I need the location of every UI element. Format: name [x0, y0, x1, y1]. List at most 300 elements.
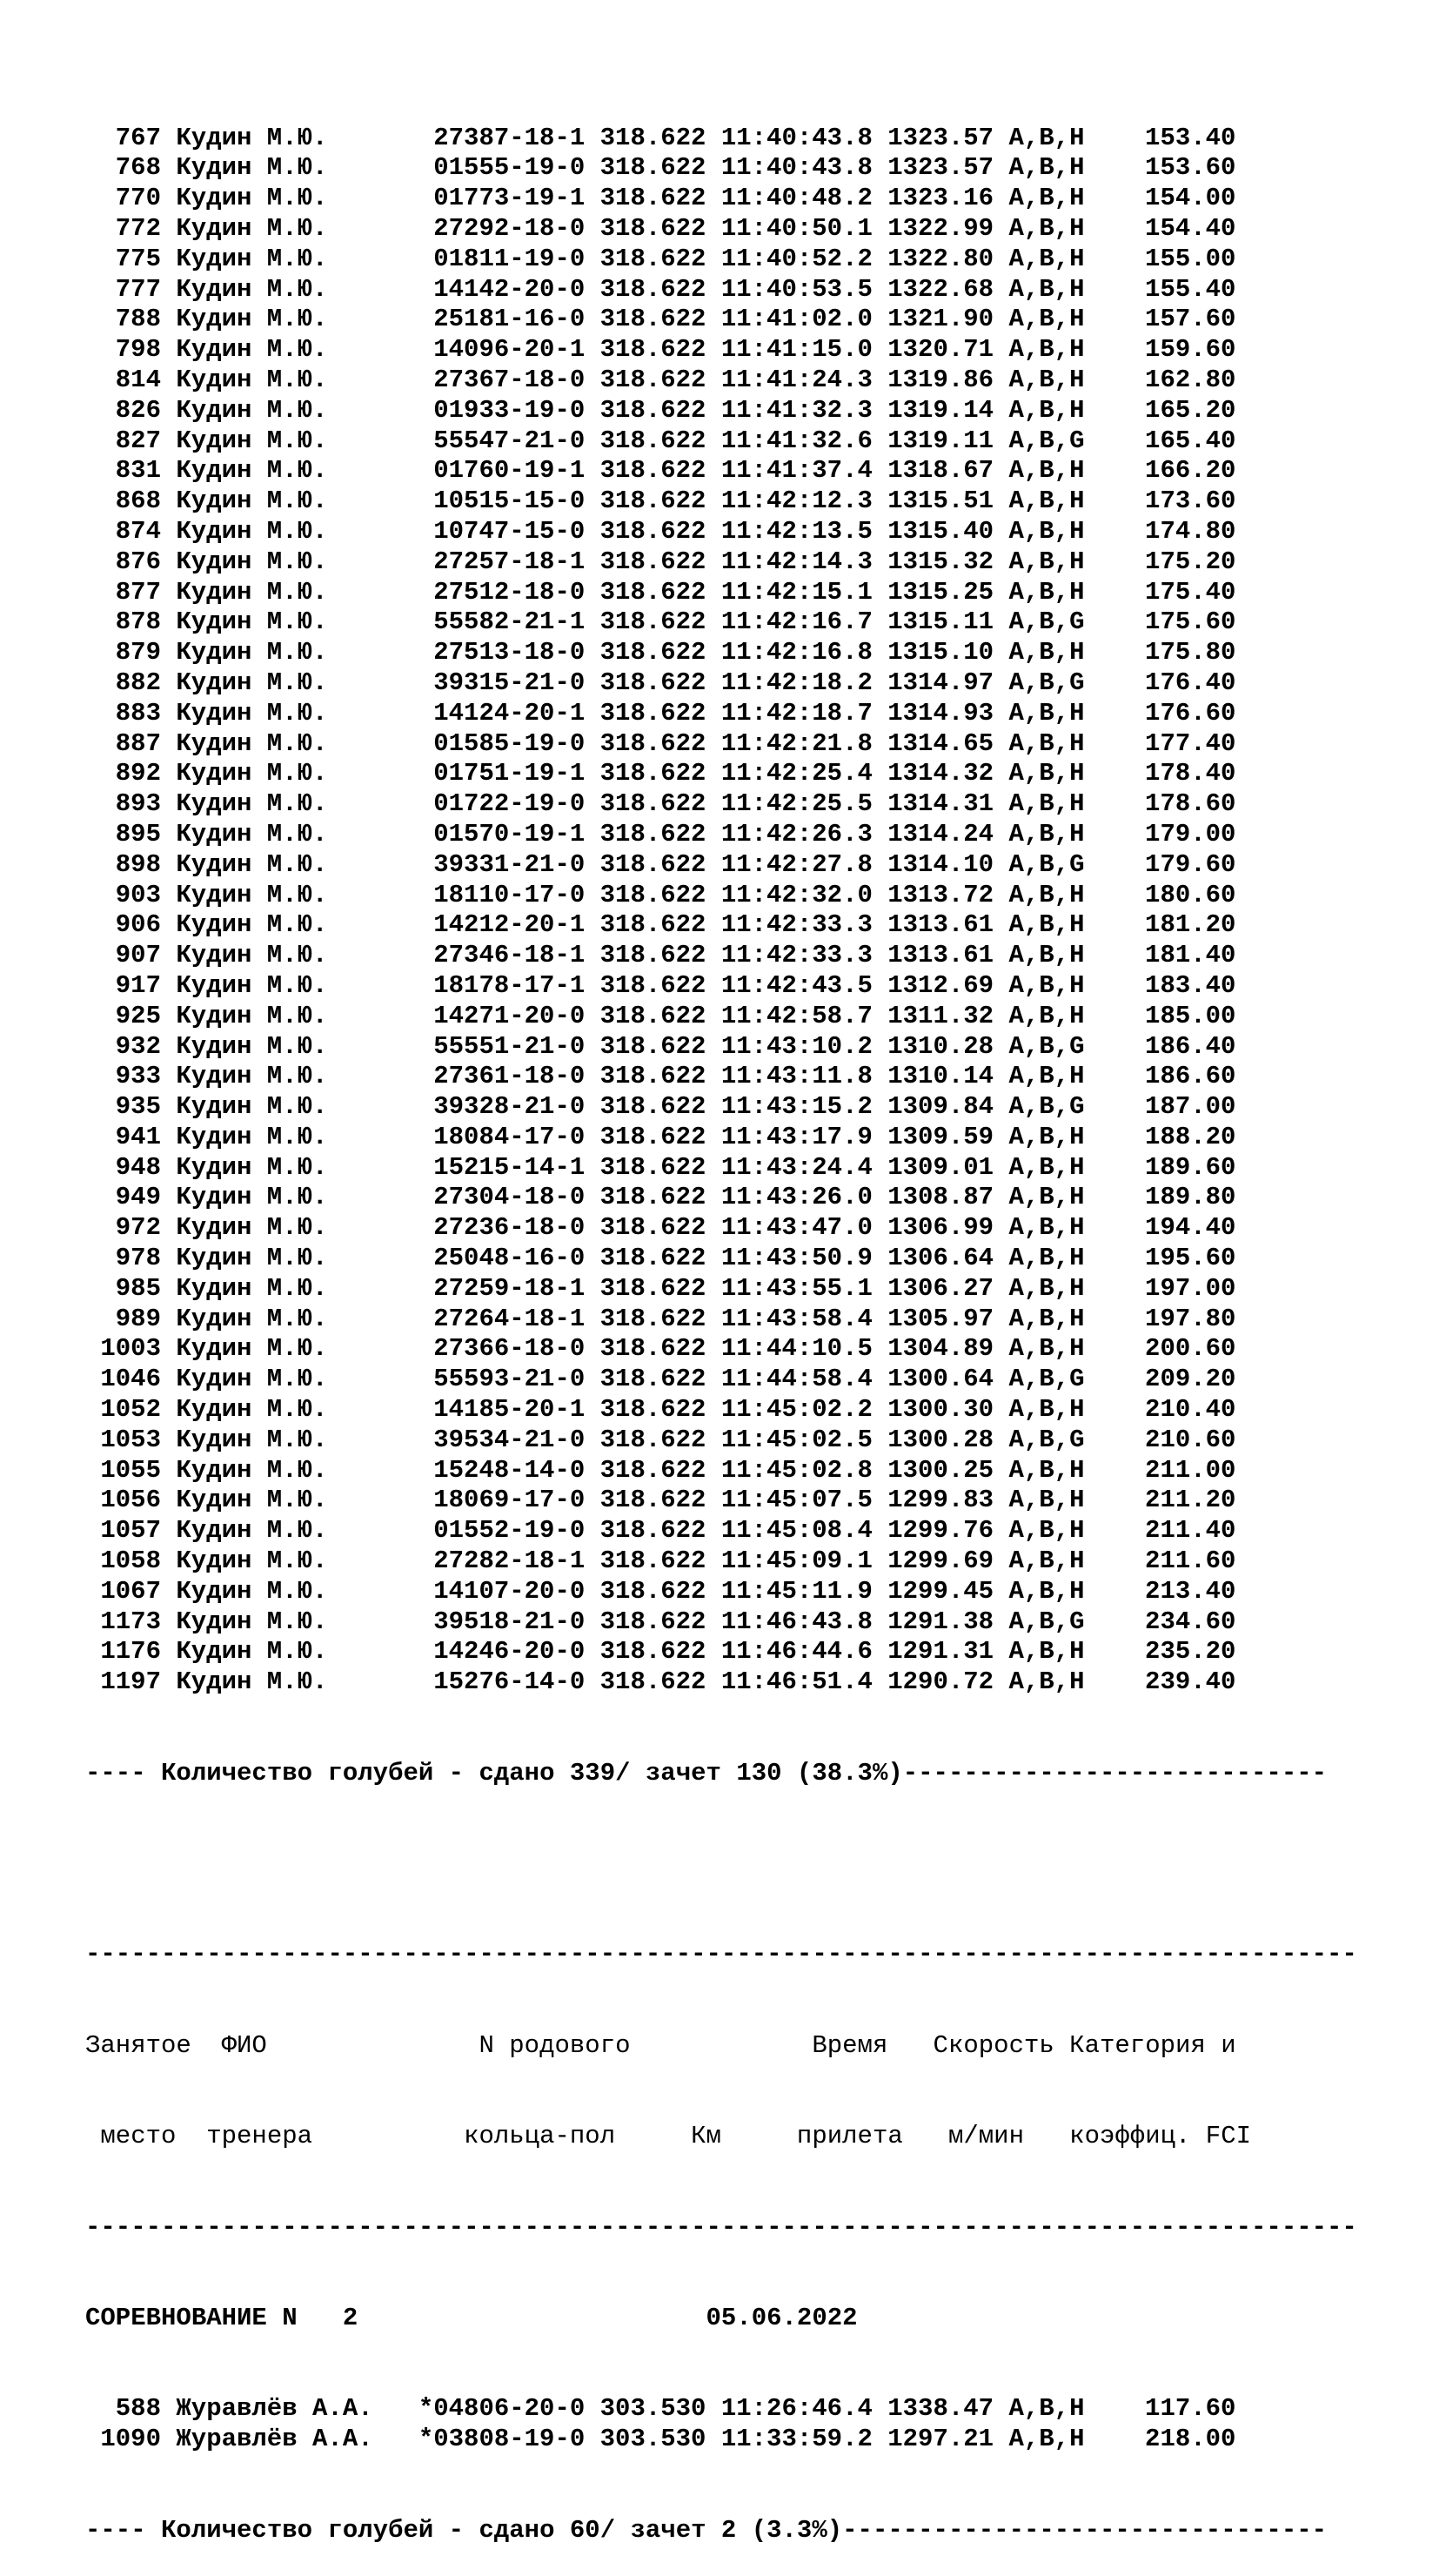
cell-ring: 18178-17-1: [433, 970, 586, 1000]
cell-ring: 01811-19-0: [433, 244, 586, 273]
cell-km: 318.622: [599, 1244, 706, 1273]
cell-speed: 1306.27: [887, 1273, 994, 1303]
cell-place: 935: [115, 1092, 161, 1122]
cell-name: Кудин М.Ю.: [176, 1304, 328, 1333]
cell-km: 318.622: [599, 1546, 706, 1576]
cell-ring: 27361-18-0: [433, 1062, 586, 1091]
cell-coef: 166.20: [1145, 456, 1236, 486]
cell-time: 11:43:24.4: [720, 1152, 873, 1182]
cell-name: Кудин М.Ю.: [176, 426, 328, 455]
cell-place: 917: [115, 970, 161, 1000]
cell-ring: 27292-18-0: [433, 213, 586, 243]
cell-ring: 04806-20-0: [433, 2394, 586, 2424]
cell-time: 11:44:58.4: [720, 1365, 873, 1394]
cell-place: 775: [115, 244, 161, 273]
table-row: [85, 789, 1357, 820]
cell-name: Кудин М.Ю.: [176, 698, 328, 728]
table-row: [85, 1637, 1357, 1667]
cell-coef: 157.60: [1145, 305, 1236, 334]
cell-km: 318.622: [599, 1576, 706, 1606]
table-row: [85, 729, 1357, 760]
cell-km: 318.622: [599, 970, 706, 1000]
cell-speed: 1313.61: [887, 941, 994, 970]
table-header-line2: место тренера кольца-пол Км прилета м/мин коэффиц. FCI: [85, 2122, 1252, 2151]
cell-place: 948: [115, 1152, 161, 1182]
table-row: [85, 1486, 1357, 1516]
table-row: [85, 607, 1357, 638]
cell-place: 895: [115, 819, 161, 849]
cell-speed: 1300.25: [887, 1455, 994, 1485]
cell-place: 1056: [100, 1486, 161, 1515]
cell-category: A,B,H: [1008, 1304, 1085, 1333]
table-row: [85, 214, 1357, 245]
cell-ring: 27282-18-1: [433, 1546, 586, 1576]
cell-speed: 1323.57: [887, 123, 994, 152]
cell-ring: 15276-14-0: [433, 1667, 586, 1697]
cell-name: Кудин М.Ю.: [176, 1667, 328, 1697]
cell-category: A,B,H: [1008, 1122, 1085, 1151]
cell-ring: 18084-17-0: [433, 1122, 586, 1151]
cell-speed: 1299.83: [887, 1486, 994, 1515]
cell-km: 318.622: [599, 1183, 706, 1212]
cell-place: 876: [115, 547, 161, 576]
cell-place: 887: [115, 728, 161, 758]
cell-time: 11:43:50.9: [720, 1244, 873, 1273]
cell-speed: 1319.86: [887, 365, 994, 394]
cell-coef: 209.20: [1145, 1365, 1236, 1394]
cell-km: 318.622: [599, 1001, 706, 1030]
cell-category: A,B,H: [1008, 941, 1085, 970]
cell-speed: 1315.40: [887, 516, 994, 546]
cell-coef: 239.40: [1145, 1667, 1236, 1697]
cell-time: 11:43:55.1: [720, 1273, 873, 1303]
cell-km: 318.622: [599, 638, 706, 667]
cell-coef: 194.40: [1145, 1213, 1236, 1243]
cell-category: A,B,H: [1008, 365, 1085, 394]
cell-coef: 211.60: [1145, 1546, 1236, 1576]
cell-coef: 210.40: [1145, 1395, 1236, 1425]
cell-km: 318.622: [599, 819, 706, 849]
cell-coef: 154.00: [1145, 184, 1236, 213]
cell-place: 985: [115, 1273, 161, 1303]
cell-km: 318.622: [599, 607, 706, 637]
cell-time: 11:45:09.1: [720, 1546, 873, 1576]
cell-coef: 179.00: [1145, 819, 1236, 849]
cell-category: A,B,H: [1008, 638, 1085, 667]
cell-place: 893: [115, 789, 161, 819]
cell-category: A,B,H: [1008, 789, 1085, 819]
cell-ring: 55593-21-0: [433, 1365, 586, 1394]
cell-time: 11:26:46.4: [720, 2394, 873, 2424]
cell-name: Кудин М.Ю.: [176, 819, 328, 849]
cell-coef: 235.20: [1145, 1637, 1236, 1667]
results-document: [85, 63, 1357, 2576]
cell-speed: 1291.31: [887, 1637, 994, 1667]
table-row: [85, 305, 1357, 335]
cell-place: 933: [115, 1062, 161, 1091]
cell-name: Кудин М.Ю.: [176, 335, 328, 365]
cell-ring: 55547-21-0: [433, 426, 586, 455]
cell-time: 11:40:53.5: [720, 274, 873, 304]
cell-speed: 1319.14: [887, 395, 994, 425]
cell-category: A,B,H: [1008, 970, 1085, 1000]
table-row: [85, 1002, 1357, 1032]
cell-ring: 25048-16-0: [433, 1244, 586, 1273]
cell-category: A,B,H: [1008, 213, 1085, 243]
cell-ring: 14212-20-1: [433, 910, 586, 940]
table-row: [85, 1667, 1357, 1698]
cell-km: 318.622: [599, 728, 706, 758]
cell-coef: 177.40: [1145, 728, 1236, 758]
cell-ring: 14185-20-1: [433, 1395, 586, 1425]
header-separator-bottom: ------------------------------------------------------------------------------------: [85, 2212, 1357, 2242]
cell-name: Кудин М.Ю.: [176, 365, 328, 394]
cell-ring: 39518-21-0: [433, 1607, 586, 1636]
cell-coef: 188.20: [1145, 1122, 1236, 1151]
table-row: [85, 1334, 1357, 1365]
cell-category: A,B,H: [1008, 2394, 1085, 2424]
cell-category: A,B,H: [1008, 1667, 1085, 1697]
cell-ring: 27236-18-0: [433, 1213, 586, 1243]
cell-category: A,B,H: [1008, 1213, 1085, 1243]
section1-summary: ---- Количество голубей - сдано 339/ зачет 130 (38.3%)----------------------------: [85, 1758, 1328, 1788]
cell-time: 11:43:10.2: [720, 1031, 873, 1061]
cell-ring: 27366-18-0: [433, 1334, 586, 1364]
cell-speed: 1322.68: [887, 274, 994, 304]
header-separator-top: ------------------------------------------------------------------------------------: [85, 1940, 1357, 1969]
cell-category: A,B,H: [1008, 244, 1085, 273]
cell-category: A,B,H: [1008, 577, 1085, 607]
cell-place: 1053: [100, 1425, 161, 1454]
cell-coef: 181.40: [1145, 941, 1236, 970]
cell-km: 318.622: [599, 426, 706, 455]
table-row: [85, 1062, 1357, 1092]
table-row: [85, 1456, 1357, 1486]
cell-category: A,B,H: [1008, 456, 1085, 486]
cell-km: 318.622: [599, 244, 706, 273]
cell-coef: 210.60: [1145, 1425, 1236, 1454]
cell-ring: 14246-20-0: [433, 1637, 586, 1667]
cell-ring: 01570-19-1: [433, 819, 586, 849]
table-row: [85, 456, 1357, 486]
cell-km: 318.622: [599, 335, 706, 365]
cell-coef: 154.40: [1145, 213, 1236, 243]
table-row: [85, 486, 1357, 517]
cell-name: Кудин М.Ю.: [176, 1152, 328, 1182]
cell-speed: 1304.89: [887, 1334, 994, 1364]
cell-ring: 03808-19-0: [433, 2425, 586, 2454]
cell-km: 318.622: [599, 547, 706, 576]
table-row: [85, 396, 1357, 426]
table-row: [85, 2394, 1357, 2425]
cell-ring: 39315-21-0: [433, 667, 586, 697]
table-row: [85, 547, 1357, 578]
cell-place: 827: [115, 426, 161, 455]
cell-category: A,B,H: [1008, 880, 1085, 909]
cell-category: A,B,H: [1008, 1152, 1085, 1182]
cell-speed: 1315.10: [887, 638, 994, 667]
cell-km: 318.622: [599, 1304, 706, 1333]
cell-coef: 153.60: [1145, 153, 1236, 183]
cell-coef: 211.40: [1145, 1516, 1236, 1546]
cell-time: 11:42:33.3: [720, 910, 873, 940]
cell-time: 11:45:07.5: [720, 1486, 873, 1515]
table-row: [85, 1305, 1357, 1335]
cell-time: 11:45:08.4: [720, 1516, 873, 1546]
cell-name: Кудин М.Ю.: [176, 941, 328, 970]
cell-category: A,B,H: [1008, 1486, 1085, 1515]
cell-category: A,B,H: [1008, 1395, 1085, 1425]
cell-speed: 1313.72: [887, 880, 994, 909]
cell-ring: 27387-18-1: [433, 123, 586, 152]
cell-time: 11:42:21.8: [720, 728, 873, 758]
cell-category: A,B,H: [1008, 759, 1085, 788]
cell-speed: 1312.69: [887, 970, 994, 1000]
cell-place: 1067: [100, 1576, 161, 1606]
cell-category: A,B,H: [1008, 547, 1085, 576]
table-row: [85, 1365, 1357, 1395]
cell-ring: 39534-21-0: [433, 1425, 586, 1454]
cell-speed: 1309.01: [887, 1152, 994, 1182]
cell-category: A,B,H: [1008, 1183, 1085, 1212]
cell-speed: 1299.76: [887, 1516, 994, 1546]
cell-speed: 1323.16: [887, 184, 994, 213]
cell-km: 318.622: [599, 123, 706, 152]
cell-place: 772: [115, 213, 161, 243]
cell-km: 303.530: [599, 2425, 706, 2454]
table-row: [85, 1092, 1357, 1123]
cell-km: 318.622: [599, 1334, 706, 1364]
cell-place: 1197: [100, 1667, 161, 1697]
cell-ring: 27513-18-0: [433, 638, 586, 667]
cell-coef: 186.40: [1145, 1031, 1236, 1061]
cell-name: Кудин М.Ю.: [176, 1455, 328, 1485]
cell-ring: 27259-18-1: [433, 1273, 586, 1303]
cell-coef: 162.80: [1145, 365, 1236, 394]
cell-name: Кудин М.Ю.: [176, 667, 328, 697]
cell-time: 11:41:02.0: [720, 305, 873, 334]
table-row: [85, 426, 1357, 457]
cell-name: Кудин М.Ю.: [176, 305, 328, 334]
competition-title: СОРЕВНОВАНИЕ N 2 05.06.2022: [85, 2303, 858, 2332]
cell-time: 11:42:14.3: [720, 547, 873, 576]
cell-time: 11:42:25.4: [720, 759, 873, 788]
cell-category: A,B,G: [1008, 1092, 1085, 1122]
cell-place: 1090: [100, 2425, 161, 2454]
cell-category: A,B,H: [1008, 2425, 1085, 2454]
cell-name: Кудин М.Ю.: [176, 1486, 328, 1515]
cell-time: 11:42:27.8: [720, 849, 873, 879]
cell-time: 11:45:02.8: [720, 1455, 873, 1485]
cell-km: 318.622: [599, 1486, 706, 1515]
cell-category: A,B,H: [1008, 910, 1085, 940]
cell-ring: 27264-18-1: [433, 1304, 586, 1333]
cell-ring: 01722-19-0: [433, 789, 586, 819]
cell-ring: 14107-20-0: [433, 1576, 586, 1606]
cell-km: 318.622: [599, 486, 706, 516]
cell-name: Кудин М.Ю.: [176, 1637, 328, 1667]
cell-category: A,B,H: [1008, 184, 1085, 213]
cell-coef: 181.20: [1145, 910, 1236, 940]
cell-ring: 14142-20-0: [433, 274, 586, 304]
cell-speed: 1322.80: [887, 244, 994, 273]
cell-time: 11:33:59.2: [720, 2425, 873, 2454]
cell-category: A,B,G: [1008, 1031, 1085, 1061]
cell-km: 318.622: [599, 1031, 706, 1061]
cell-category: A,B,H: [1008, 1637, 1085, 1667]
cell-category: A,B,H: [1008, 1516, 1085, 1546]
cell-km: 318.622: [599, 456, 706, 486]
table-row: [85, 2425, 1357, 2455]
cell-speed: 1310.28: [887, 1031, 994, 1061]
cell-coef: 185.00: [1145, 1001, 1236, 1030]
cell-place: 1052: [100, 1395, 161, 1425]
table-row: [85, 1426, 1357, 1456]
cell-place: 883: [115, 698, 161, 728]
table-row: [85, 1183, 1357, 1213]
cell-category: A,B,H: [1008, 305, 1085, 334]
cell-time: 11:42:32.0: [720, 880, 873, 909]
cell-km: 318.622: [599, 395, 706, 425]
cell-ring: 27367-18-0: [433, 365, 586, 394]
cell-speed: 1290.72: [887, 1667, 994, 1697]
cell-category: A,B,H: [1008, 819, 1085, 849]
cell-coef: 183.40: [1145, 970, 1236, 1000]
cell-coef: 175.20: [1145, 547, 1236, 576]
cell-name: Кудин М.Ю.: [176, 728, 328, 758]
cell-speed: 1300.30: [887, 1395, 994, 1425]
cell-place: 1003: [100, 1334, 161, 1364]
cell-ring: 01555-19-0: [433, 153, 586, 183]
cell-name: Кудин М.Ю.: [176, 1092, 328, 1122]
cell-speed: 1319.11: [887, 426, 994, 455]
cell-km: 318.622: [599, 941, 706, 970]
cell-place: 903: [115, 880, 161, 909]
cell-ring: 14124-20-1: [433, 698, 586, 728]
cell-ring: 15248-14-0: [433, 1455, 586, 1485]
cell-time: 11:44:10.5: [720, 1334, 873, 1364]
table-row: [85, 1213, 1357, 1244]
cell-category: A,B,H: [1008, 274, 1085, 304]
table-row: [85, 124, 1357, 154]
cell-category: A,B,H: [1008, 728, 1085, 758]
cell-speed: 1313.61: [887, 910, 994, 940]
cell-name: Кудин М.Ю.: [176, 1244, 328, 1273]
cell-speed: 1315.51: [887, 486, 994, 516]
table-row: [85, 1607, 1357, 1638]
cell-speed: 1299.69: [887, 1546, 994, 1576]
cell-km: 318.622: [599, 1637, 706, 1667]
section2-summary: ---- Количество голубей - сдано 60/ зачет 2 (3.3%)--------------------------------: [85, 2515, 1328, 2545]
cell-ring: 01585-19-0: [433, 728, 586, 758]
table-row: [85, 1153, 1357, 1184]
cell-time: 11:42:18.2: [720, 667, 873, 697]
cell-coef: 165.40: [1145, 426, 1236, 455]
cell-coef: 176.60: [1145, 698, 1236, 728]
cell-speed: 1314.10: [887, 849, 994, 879]
cell-km: 318.622: [599, 1152, 706, 1182]
cell-speed: 1323.57: [887, 153, 994, 183]
cell-speed: 1321.90: [887, 305, 994, 334]
cell-ring: 27304-18-0: [433, 1183, 586, 1212]
cell-speed: 1315.25: [887, 577, 994, 607]
cell-coef: 213.40: [1145, 1576, 1236, 1606]
cell-name: Кудин М.Ю.: [176, 1576, 328, 1606]
cell-km: 318.622: [599, 880, 706, 909]
cell-ring: 14096-20-1: [433, 335, 586, 365]
cell-place: 925: [115, 1001, 161, 1030]
cell-name: Кудин М.Ю.: [176, 486, 328, 516]
cell-place: 989: [115, 1304, 161, 1333]
cell-km: 318.622: [599, 577, 706, 607]
cell-name: Кудин М.Ю.: [176, 1546, 328, 1576]
cell-name: Кудин М.Ю.: [176, 1395, 328, 1425]
cell-coef: 180.60: [1145, 880, 1236, 909]
cell-km: 318.622: [599, 516, 706, 546]
cell-speed: 1315.32: [887, 547, 994, 576]
cell-name: Кудин М.Ю.: [176, 1273, 328, 1303]
cell-time: 11:40:48.2: [720, 184, 873, 213]
cell-ring: 01933-19-0: [433, 395, 586, 425]
cell-category: A,B,H: [1008, 335, 1085, 365]
cell-km: 318.622: [599, 1092, 706, 1122]
cell-time: 11:45:11.9: [720, 1576, 873, 1606]
section2-results: [85, 2394, 1357, 2455]
cell-km: 318.622: [599, 153, 706, 183]
cell-speed: 1320.71: [887, 335, 994, 365]
cell-time: 11:42:43.5: [720, 970, 873, 1000]
cell-coef: 165.20: [1145, 395, 1236, 425]
cell-km: 318.622: [599, 759, 706, 788]
cell-time: 11:40:43.8: [720, 123, 873, 152]
cell-place: 798: [115, 335, 161, 365]
cell-speed: 1309.84: [887, 1092, 994, 1122]
cell-coef: 159.60: [1145, 335, 1236, 365]
cell-ring: 01760-19-1: [433, 456, 586, 486]
cell-km: 318.622: [599, 365, 706, 394]
cell-ring: 27257-18-1: [433, 547, 586, 576]
cell-category: A,B,G: [1008, 1365, 1085, 1394]
cell-place: 1176: [100, 1637, 161, 1667]
cell-place: 1058: [100, 1546, 161, 1576]
cell-speed: 1300.64: [887, 1365, 994, 1394]
cell-place: 941: [115, 1122, 161, 1151]
cell-km: 318.622: [599, 213, 706, 243]
cell-place: 978: [115, 1244, 161, 1273]
cell-speed: 1306.64: [887, 1244, 994, 1273]
cell-ring: 39331-21-0: [433, 849, 586, 879]
cell-name: Журавлёв А.А.: [176, 2425, 373, 2454]
cell-speed: 1314.32: [887, 759, 994, 788]
table-row: [85, 1395, 1357, 1426]
cell-name: Кудин М.Ю.: [176, 244, 328, 273]
cell-km: 318.622: [599, 1425, 706, 1454]
cell-km: 318.622: [599, 849, 706, 879]
table-row: [85, 1244, 1357, 1274]
cell-name: Кудин М.Ю.: [176, 547, 328, 576]
cell-coef: 211.00: [1145, 1455, 1236, 1485]
cell-time: 11:42:16.8: [720, 638, 873, 667]
cell-time: 11:41:37.4: [720, 456, 873, 486]
cell-coef: 178.40: [1145, 759, 1236, 788]
cell-km: 318.622: [599, 1122, 706, 1151]
cell-speed: 1338.47: [887, 2394, 994, 2424]
cell-name: Кудин М.Ю.: [176, 910, 328, 940]
cell-place: 874: [115, 516, 161, 546]
cell-time: 11:41:15.0: [720, 335, 873, 365]
table-row: [85, 699, 1357, 729]
cell-ring: 10515-15-0: [433, 486, 586, 516]
